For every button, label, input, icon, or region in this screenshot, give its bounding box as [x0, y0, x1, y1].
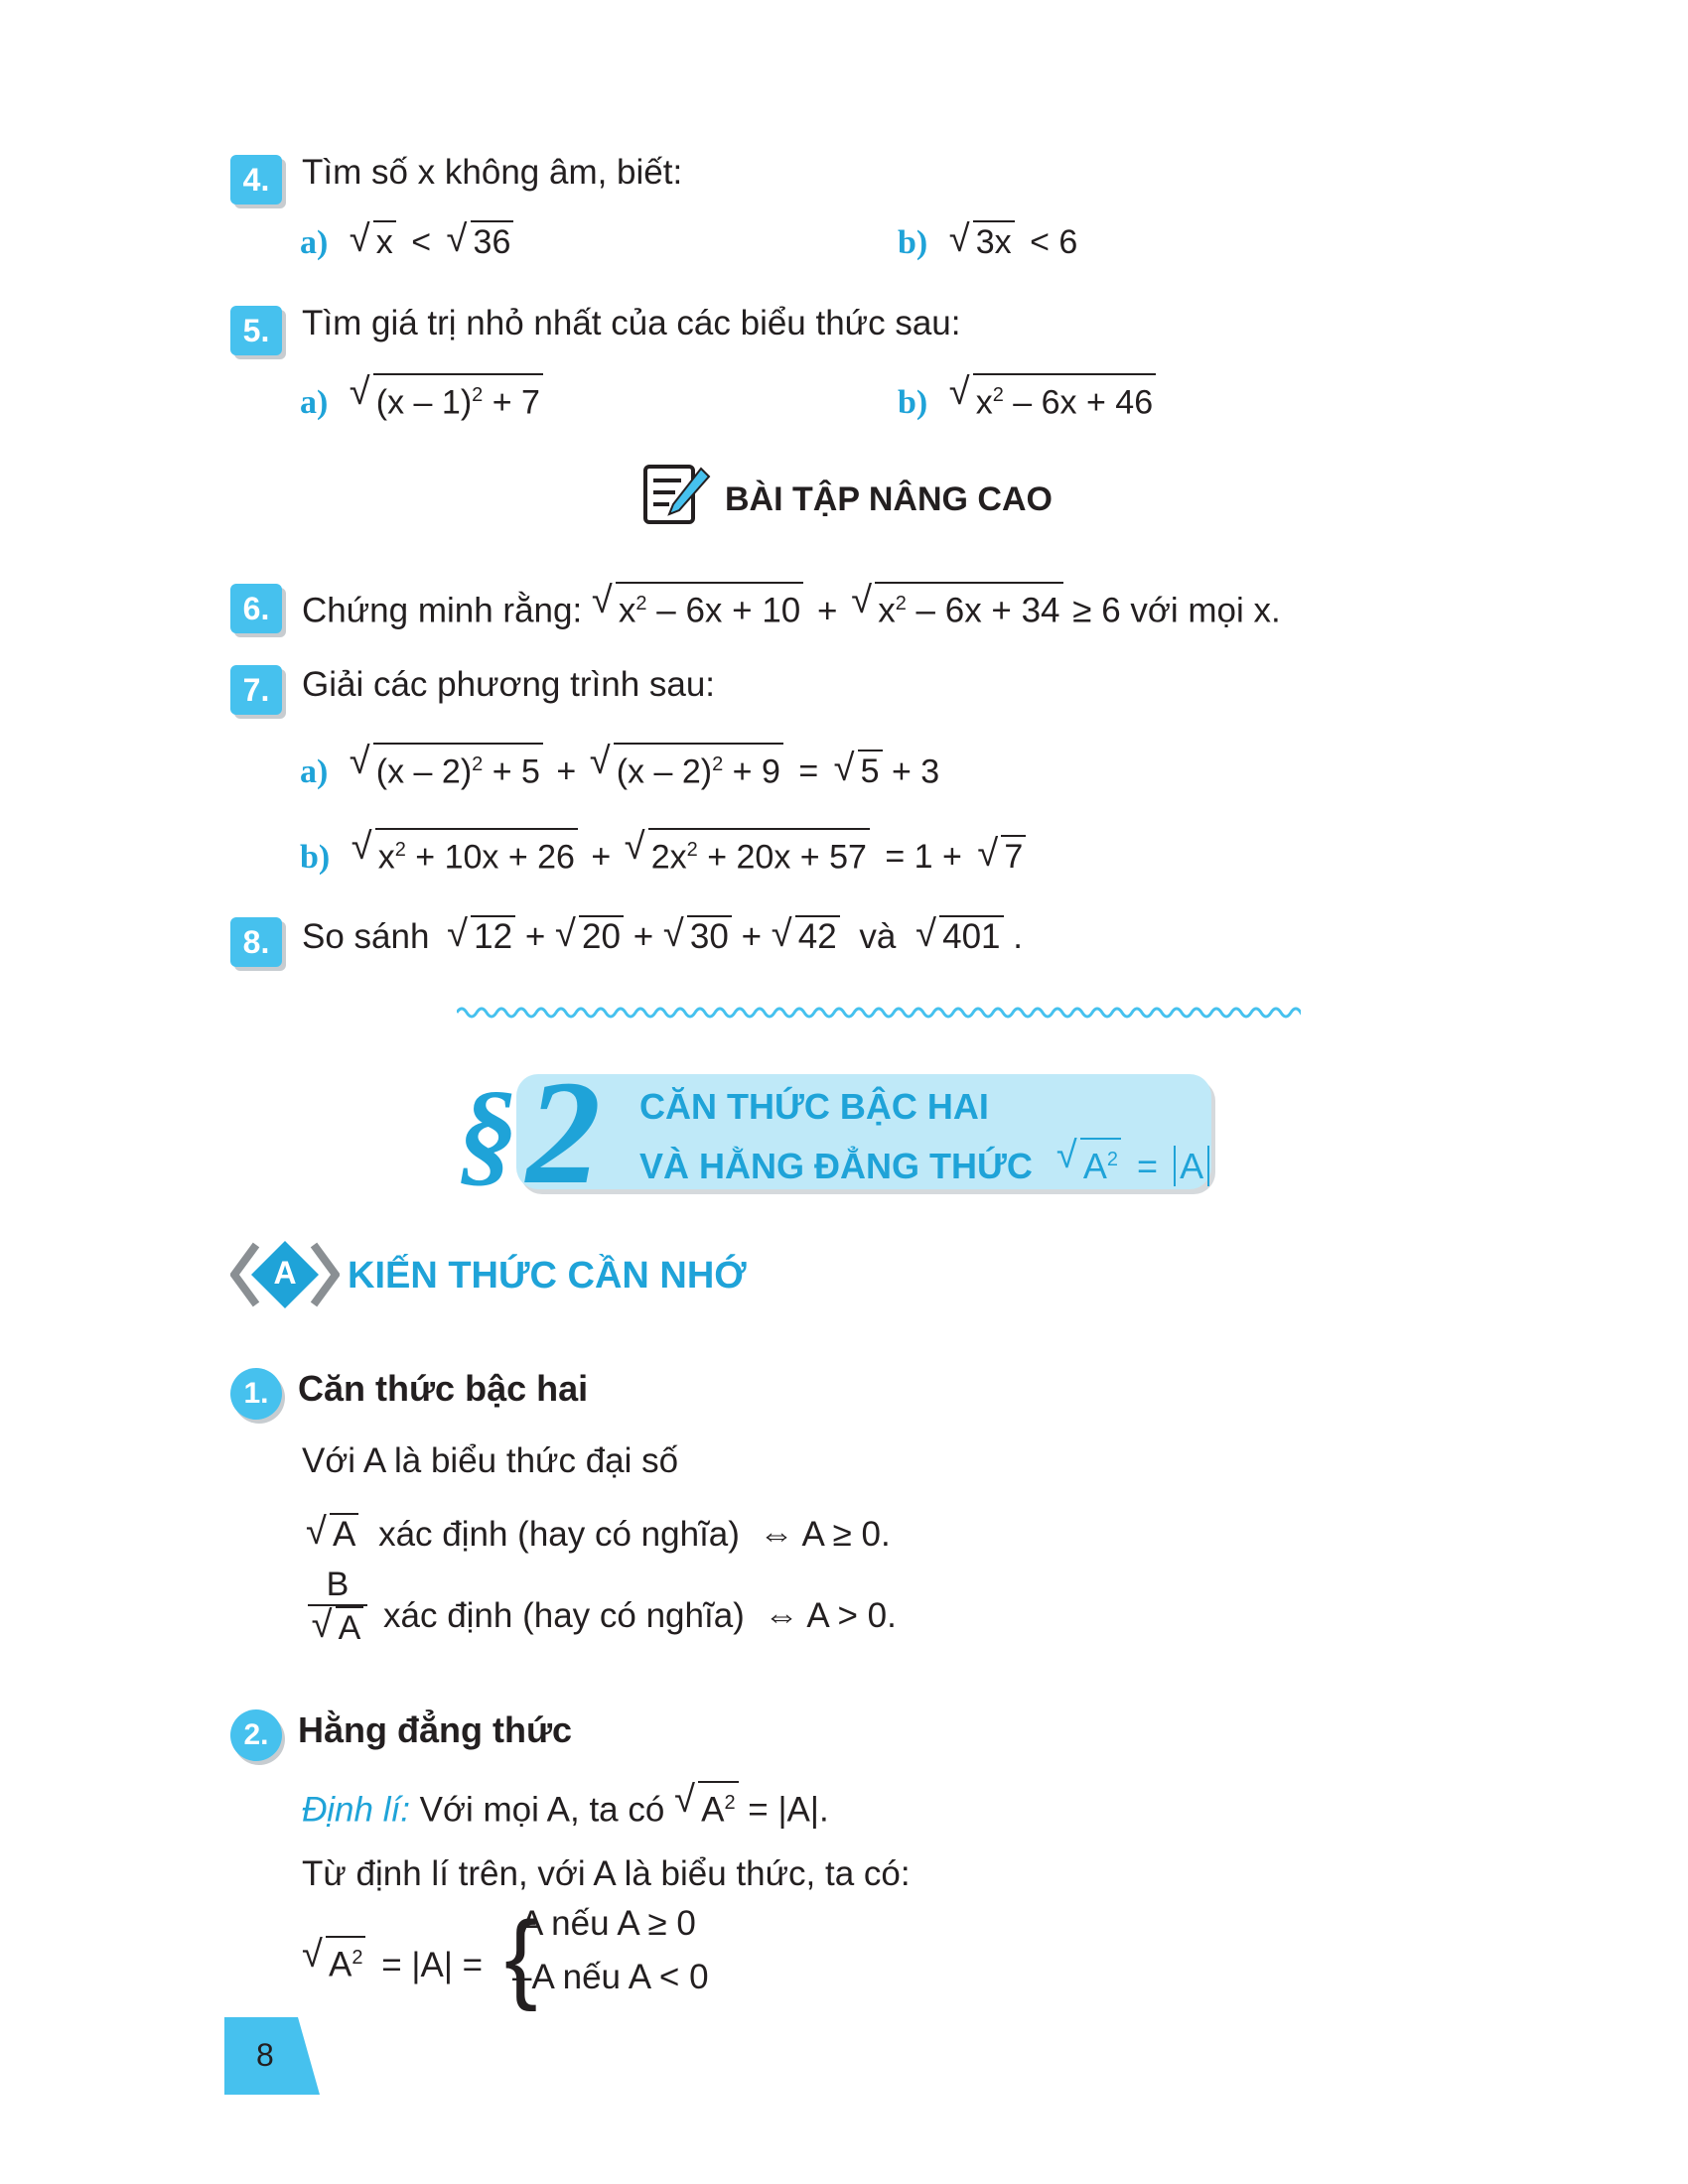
- problem-4b: [898, 220, 1077, 265]
- wavy-divider: [457, 1003, 1301, 1023]
- section-a-letter: A: [273, 1255, 297, 1291]
- sqrt-expr: √ $x^2 - 6x + 46$: [949, 373, 1156, 424]
- knowledge-1-badge: 1.: [230, 1368, 282, 1420]
- problem-8-badge: 8.: [230, 917, 282, 967]
- label-a: a): [300, 224, 329, 261]
- problem-4a: [300, 220, 513, 265]
- chapter-title-line1: CĂN THỨC BẬC HAI: [639, 1086, 989, 1127]
- knowledge-1-line2: xác định (hay có nghĩa) ⇔ A > 0.: [383, 1596, 897, 1635]
- problem-6-badge: 6.: [230, 584, 282, 633]
- sqrt-expr: √ (x – 1)$^2$ + 7: [350, 373, 543, 424]
- sqrt-x: √ x: [350, 220, 396, 264]
- sqrt-36: √ 36: [447, 220, 514, 264]
- section-a-title: KIẾN THỨC CẦN NHỚ: [348, 1255, 747, 1297]
- chapter-title-line2: VÀ HẰNG ĐẲNG THỨC √ $A^2 = A$: [639, 1138, 1209, 1187]
- op-less: <: [411, 223, 432, 261]
- label-a: a): [300, 384, 329, 422]
- problem-5-badge: 5.: [230, 306, 282, 355]
- problem-7a: a) √ (x – 2)$^2$ + 5 + √ (x – 2)$^2$ + 9 = √ 5 + 3: [300, 743, 939, 794]
- knowledge-2-formula-lhs: √ $A^2 = |A|$ =: [302, 1936, 483, 1987]
- section-advanced-title: BÀI TẬP NÂNG CAO: [725, 480, 1053, 518]
- sqrt-3x: √ 3x: [949, 220, 1015, 264]
- fraction-b-over-sqrt-a: B √ A: [308, 1565, 367, 1650]
- problem-7b: b) √ $x^2 + 10x + 26$ + √ $2x^2 + 20x + 57 = 1$ + √ 7: [300, 828, 1026, 880]
- case-1: A nếu A ≥ 0: [520, 1904, 696, 1943]
- case-brace: {: [504, 1901, 538, 2012]
- problem-4-badge: 4.: [230, 155, 282, 205]
- label-b: b): [898, 384, 928, 422]
- page-number: 8: [256, 2037, 274, 2073]
- problem-7-badge: 7.: [230, 665, 282, 715]
- notebook-pencil-icon: [641, 463, 711, 526]
- label-b: b): [898, 224, 928, 261]
- knowledge-2-theorem: Định lí: Với mọi A, ta có √ $A^2 = |A|$.: [302, 1781, 829, 1833]
- chapter-number: 2: [526, 1050, 601, 1215]
- problem-5-text: Tìm giá trị nhỏ nhất của các biểu thức sau:: [302, 304, 961, 342]
- problem-8-text: So sánh √ 12 + √ 20 + √ 30 + √ 42 và √ 401 .: [302, 915, 1023, 959]
- knowledge-2-badge: 2.: [230, 1709, 282, 1761]
- case-2: –A nếu A < 0: [512, 1958, 709, 1996]
- knowledge-2-title: Hằng đẳng thức: [298, 1709, 573, 1750]
- knowledge-2-from: Từ định lí trên, với A là biểu thức, ta có:: [302, 1854, 911, 1893]
- knowledge-1-title: Căn thức bậc hai: [298, 1368, 589, 1409]
- problem-5b: [898, 373, 1156, 425]
- sqrt-expr-1: √ $x^2 - 6x + 10$: [592, 582, 803, 633]
- knowledge-1-intro: Với A là biểu thức đại số: [302, 1441, 679, 1480]
- problem-6-text: Chứng minh rằng: √ $x^2 - 6x + 10$ + √ $x^2 - 6x + 34 \ge 6$ với mọi x.: [302, 582, 1281, 633]
- chapter-symbol: §: [459, 1067, 517, 1197]
- problem-5a: [300, 373, 543, 425]
- problem-7-text: Giải các phương trình sau:: [302, 665, 716, 704]
- op-less-6: < 6: [1030, 223, 1078, 261]
- sqrt-expr-2: √ $x^2 - 6x + 34$: [851, 582, 1062, 633]
- knowledge-1-line1: √ A xác định (hay có nghĩa) ⇔ A ≥ 0.: [306, 1513, 891, 1557]
- problem-4-text: Tìm số x không âm, biết:: [302, 153, 683, 192]
